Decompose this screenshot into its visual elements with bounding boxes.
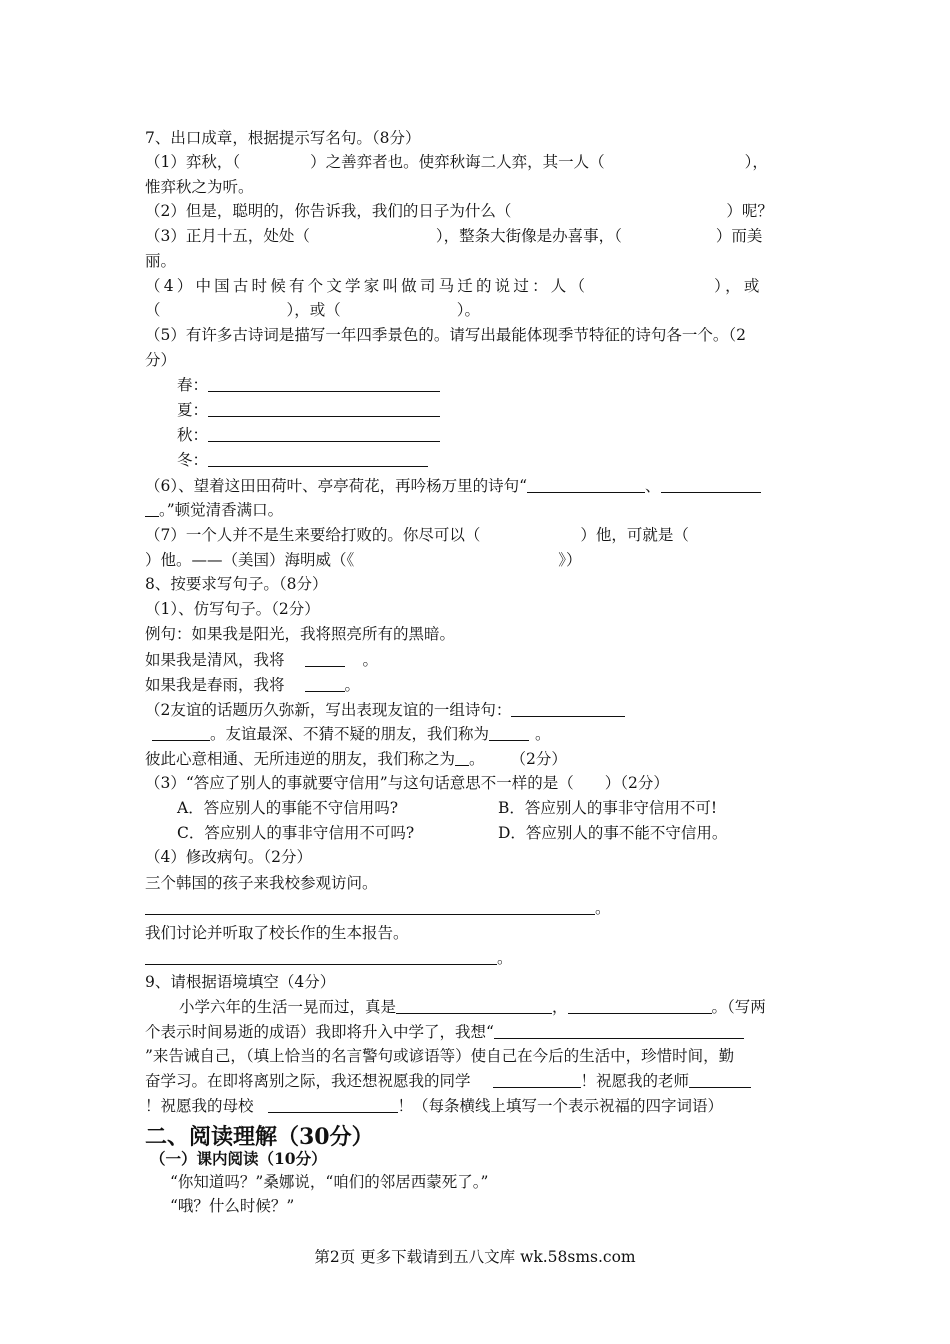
q7-s4-text-c: （ — [145, 301, 161, 319]
q7-s6-line2 — [145, 500, 283, 524]
motto-blank[interactable] — [494, 1022, 744, 1039]
winter-answer-blank[interactable] — [208, 450, 428, 467]
q7-s4-text-b: ），或 — [714, 277, 763, 295]
q8-example: 例句：如果我是阳光，我将照亮所有的黑暗。 — [145, 625, 456, 643]
q8-rain-text: 如果我是春雨，我将 — [145, 676, 285, 694]
q7-title: 7、出口成章，根据提示写名句。（8分） — [145, 129, 421, 147]
reading-dialogue-1: “你知道吗？”桑娜说，“咱们的邻居西蒙死了。” — [170, 1173, 489, 1191]
option-a[interactable]: A．答应别人的事能不守信用吗? — [177, 799, 399, 817]
q7-s3-text-c: ）而美 — [715, 227, 763, 245]
q7-s6-line1 — [145, 476, 761, 500]
sick-sentence-1-blank[interactable] — [145, 898, 595, 915]
q7-s4-text-d: ），或（ — [286, 301, 341, 319]
friendship-poem-blank[interactable] — [511, 700, 625, 717]
spring-answer-blank[interactable] — [208, 375, 440, 392]
s6-blank-1[interactable] — [527, 476, 645, 493]
sick-sentence-1-answer-row — [145, 898, 611, 922]
q7-s1-text-b: ）之善弈者也。使弈秋诲二人弈，其一人（ — [310, 153, 605, 171]
q8-options-ab — [177, 798, 717, 822]
reading-dialogue-2: “哦？什么时候？” — [170, 1197, 295, 1215]
q9-l4-text-a: 奋学习。在即将离别之际，我还想祝愿我的同学 — [145, 1072, 471, 1090]
q8-part2-line3 — [145, 749, 567, 773]
q7-s1-line2: 惟弈秋之为听。 — [145, 178, 254, 196]
q7-s2-text-b: ）呢？ — [726, 202, 773, 220]
q7-s5-line1: （5）有许多古诗词是描写一年四季景色的。请写出最能体现季节特征的诗句各一个。（2 — [145, 326, 746, 344]
q8-part3: （3）“答应了别人的事就要守信用”与这句话意思不一样的是（ ）（2分） — [145, 774, 669, 792]
q8-wind-row — [145, 650, 378, 674]
q7-s6-text-a: （6）、望着这田田荷叶、亭亭荷花，再吟杨万里的诗句“ — [145, 477, 528, 495]
q7-s2-line — [145, 201, 773, 225]
q7-s2-text-a: （2）但是，聪明的，你告诉我，我们的日子为什么（ — [145, 202, 512, 220]
summer-answer-blank[interactable] — [208, 400, 440, 417]
q8-wind-text: 如果我是清风，我将 — [145, 651, 285, 669]
q8-part1: （1）、仿写句子。（2分） — [145, 600, 320, 618]
season-summer-label: 夏： — [177, 401, 209, 419]
q7-s3-text-b: ），整条大街像是办喜事，（ — [435, 227, 622, 245]
q7-s7-text-d: 》） — [558, 551, 582, 569]
q8-rain-row — [145, 675, 360, 699]
season-spring-label: 春： — [177, 376, 209, 394]
s6-blank-2[interactable] — [661, 476, 761, 493]
q9-l1-text-b: ， — [552, 998, 568, 1016]
season-autumn-row — [177, 425, 440, 449]
season-winter-label: 冬： — [177, 451, 209, 469]
q8-p2-text-d: 彼此心意相通、无所违逆的朋友，我们称之为 — [145, 750, 456, 768]
q8-p2-text-e: 。 — [469, 750, 485, 768]
season-autumn-label: 秋： — [177, 426, 209, 444]
option-c[interactable]: C．答应别人的事非守信用不可吗? — [177, 824, 415, 842]
wind-blank[interactable] — [305, 650, 345, 667]
sick-1-period: 。 — [595, 899, 611, 917]
wish-school-blank[interactable] — [268, 1096, 398, 1113]
soulmate-blank[interactable] — [455, 749, 469, 766]
q8-part2-line2 — [145, 724, 551, 748]
q9-line4 — [145, 1071, 751, 1095]
q8-p2-text-a: （2友谊的话题历久弥新，写出表现友谊的一组诗句： — [145, 701, 512, 719]
q7-s3-line2: 丽。 — [145, 252, 177, 270]
wish-classmate-blank[interactable] — [493, 1071, 581, 1088]
q9-l4-text-b: ！祝愿我的老师 — [580, 1072, 690, 1090]
q9-l1-text-a: 小学六年的生活一晃而过，真是 — [179, 998, 397, 1016]
idiom-blank-1[interactable] — [396, 997, 552, 1014]
s6-blank-2-cont[interactable] — [145, 500, 159, 517]
q9-line1 — [163, 997, 766, 1021]
q9-line2 — [145, 1022, 744, 1046]
q7-s7-text-c: ）他。——（美国）海明威（《 — [145, 551, 355, 569]
q7-s6-text-c: 。”顿觉清香满口。 — [159, 501, 284, 519]
q8-p2-text-b: 。友谊最深、不猜不疑的朋友，我们称为 — [210, 725, 490, 743]
q9-l1-text-c: 。（写两 — [711, 998, 766, 1016]
option-d[interactable]: D．答应别人的事不能不守信用。 — [498, 824, 728, 842]
q7-s4-text-e: ）。 — [456, 301, 481, 319]
q8-rain-period: 。 — [344, 676, 361, 694]
q8-p2-text-c: 。 — [535, 725, 551, 743]
q9-l5-text-a: ！祝愿我的母校 — [145, 1097, 254, 1115]
wish-teacher-blank[interactable] — [689, 1071, 751, 1088]
subsection-in-class-reading: （一）课内阅读（10分） — [150, 1149, 327, 1168]
q7-s7-text-a: （7）一个人并不是生来要给打败的。你尽可以（ — [145, 526, 481, 544]
q7-s3-line1 — [145, 226, 762, 250]
season-spring-row — [177, 375, 440, 399]
page-footer: 第2页 更多下载请到五八文库 wk.58sms.com — [314, 1248, 636, 1266]
autumn-answer-blank[interactable] — [208, 425, 440, 442]
q7-s7-text-b: ）他，可就是（ — [580, 526, 689, 544]
sick-sentence-2-blank[interactable] — [145, 948, 497, 965]
rain-blank[interactable] — [305, 675, 345, 692]
q7-s7-line2 — [145, 550, 582, 574]
q9-title: 9、请根据语境填空（4分） — [145, 973, 336, 991]
q9-l2-text-a: 个表示时间易逝的成语）我即将升入中学了，我想“ — [145, 1023, 494, 1041]
q7-s5-line2: 分） — [145, 351, 177, 369]
friendship-poem-blank-cont[interactable] — [152, 724, 210, 741]
q7-s3-text-a: （3）正月十五，处处（ — [145, 227, 310, 245]
q8-options-cd — [177, 823, 727, 847]
q8-wind-period: 。 — [362, 651, 379, 669]
q7-s4-line2 — [145, 300, 480, 324]
season-summer-row — [177, 400, 440, 424]
idiom-blank-2[interactable] — [568, 997, 712, 1014]
q8-part2-line1 — [145, 700, 625, 724]
option-b[interactable]: B．答应别人的事非守信用不可! — [498, 799, 718, 817]
closest-friend-blank[interactable] — [489, 724, 529, 741]
q9-l5-text-b: ！（每条横线上填写一个表示祝福的四字词语） — [397, 1097, 724, 1115]
q7-s7-line1 — [145, 525, 689, 549]
sick-2-period: 。 — [497, 949, 513, 967]
section-reading-heading: 二、阅读理解（30分） — [145, 1124, 374, 1150]
q7-s4-text-a: （4）中国古时候有个文学家叫做司马迁的说过：人（ — [145, 277, 589, 295]
season-winter-row — [177, 450, 428, 474]
q7-s1-text-c: ）， — [744, 153, 768, 171]
q7-s4-line1 — [145, 276, 763, 300]
q8-p2-score: （2分） — [510, 750, 567, 768]
q7-s1-line1 — [145, 152, 768, 176]
q9-line5 — [145, 1096, 723, 1120]
sick-sentence-2-answer-row — [145, 948, 513, 972]
q9-line3: ”来告诫自己，（填上恰当的名言警句或谚语等）使自己在今后的生活中，珍惜时间，勤 — [145, 1047, 735, 1065]
q8-title: 8、按要求写句子。（8分） — [145, 575, 328, 593]
q7-s1-text-a: （1）弈秋，（ — [145, 153, 241, 171]
sick-sentence-1: 三个韩国的孩子来我校参观访问。 — [145, 874, 378, 892]
q7-s6-text-b: 、 — [645, 477, 661, 495]
q8-part4: （4）修改病句。（2分） — [145, 848, 312, 866]
sick-sentence-2: 我们讨论并听取了校长作的生本报告。 — [145, 924, 409, 942]
